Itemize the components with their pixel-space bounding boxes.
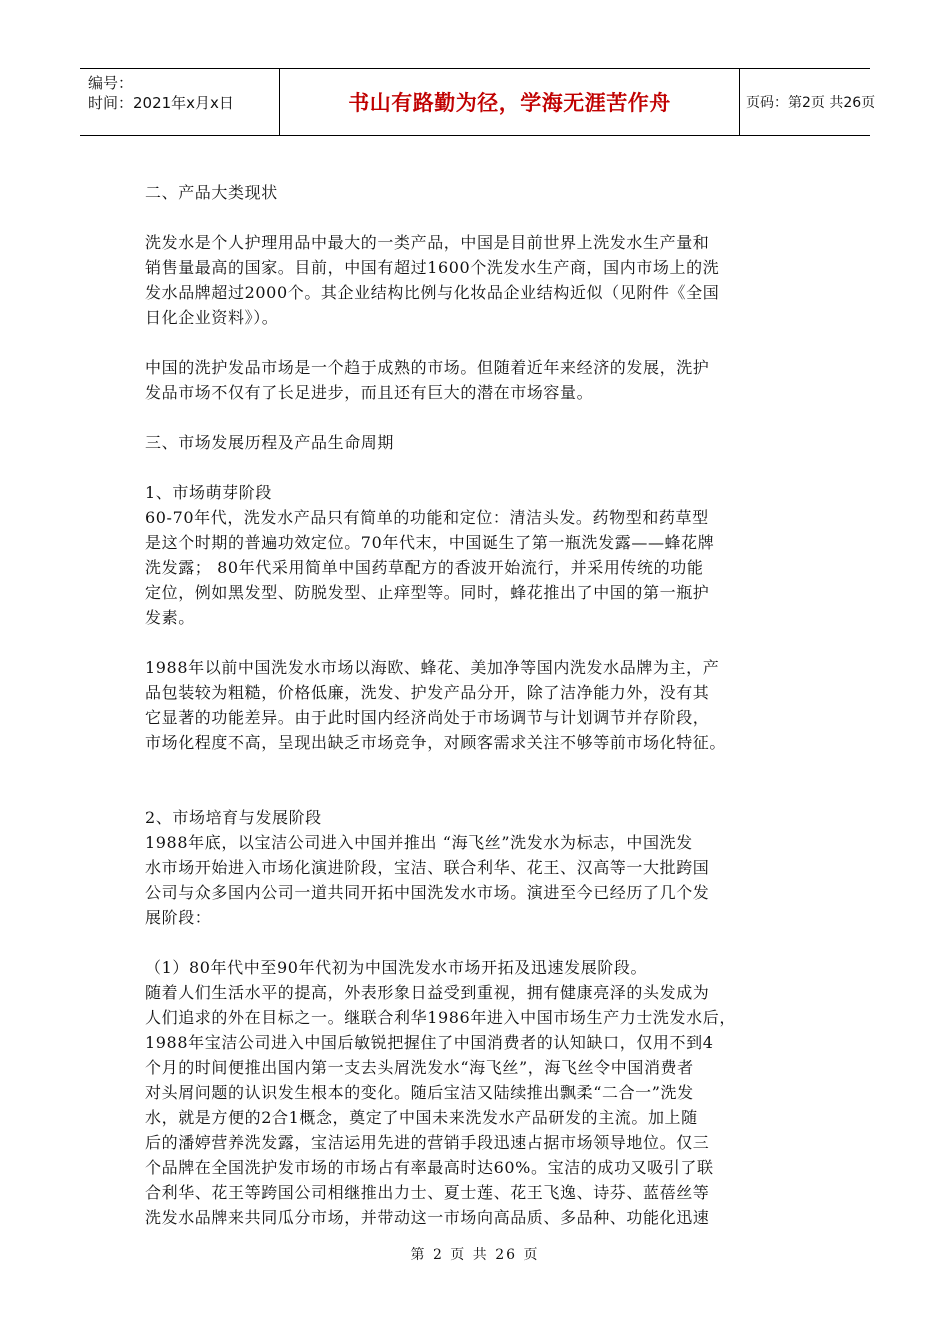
- text-line: 发水品牌超过2000个。其企业结构比例与化妆品企业结构近似（见附件《全国: [145, 283, 720, 302]
- text-line: 展阶段：: [145, 908, 212, 927]
- blank-line: [145, 930, 825, 955]
- text-line: 60-70年代，洗发水产品只有简单的功能和定位：清洁头发。药物型和药草型: [145, 508, 709, 527]
- blank-line: [145, 330, 825, 355]
- text-line: （1）80年代中至90年代初为中国洗发水市场开拓及迅速发展阶段。: [145, 958, 648, 977]
- text-line: 对头屑问题的认识发生根本的变化。随后宝洁又陆续推出飘柔“二合一”洗发: [145, 1083, 694, 1102]
- text-line: 洗发水品牌来共同瓜分市场，并带动这一市场向高品质、多品种、功能化迅速: [145, 1208, 710, 1227]
- text-line: 品包装较为粗糙，价格低廉，洗发、护发产品分开，除了洁净能力外，没有其: [145, 683, 710, 702]
- text-line: 1988年底，以宝洁公司进入中国并推出 “海飞丝”洗发水为标志，中国洗发: [145, 833, 693, 852]
- header-motto: 书山有路勤为径，学海无涯苦作舟: [348, 91, 671, 115]
- text-line: 随着人们生活水平的提高，外表形象日益受到重视，拥有健康亮泽的头发成为: [145, 983, 710, 1002]
- text-line: 中国的洗护发品市场是一个趋于成熟的市场。但随着近年来经济的发展，洗护: [145, 358, 710, 377]
- text-line: 销售量最高的国家。目前，中国有超过1600个洗发水生产商，国内市场上的洗: [145, 258, 720, 277]
- text-line: 三、市场发展历程及产品生命周期: [145, 433, 395, 452]
- text-line: 公司与众多国内公司一道共同开拓中国洗发水市场。演进至今已经历了几个发: [145, 883, 710, 902]
- text-line: 发素。: [145, 608, 195, 627]
- text-line: 1、市场萌芽阶段: [145, 483, 272, 502]
- text-line: 个月的时间便推出国内第一支去头屑洗发水“海飞丝”，海飞丝令中国消费者: [145, 1058, 694, 1077]
- header-meta: [80, 69, 280, 135]
- header-page-info: 页码：第2页 共26页: [746, 95, 876, 111]
- text-line: 它显著的功能差异。由于此时国内经济尚处于市场调节与计划调节并存阶段，: [145, 708, 710, 727]
- document-body: [145, 180, 825, 1230]
- page-header: [80, 68, 876, 136]
- blank-line: [145, 630, 825, 655]
- text-line: 水市场开始进入市场化演进阶段，宝洁、联合利华、花王、汉高等一大批跨国: [145, 858, 710, 877]
- text-line: 定位，例如黑发型、防脱发型、止痒型等。同时，蜂花推出了中国的第一瓶护: [145, 583, 710, 602]
- blank-line: [145, 405, 825, 430]
- page-footer: 第 2 页 共 26 页: [410, 1247, 540, 1263]
- text-line: 个品牌在全国洗护发市场的市场占有率最高时达60%。宝洁的成功又吸引了联: [145, 1158, 714, 1177]
- text-line: 二、产品大类现状: [145, 183, 278, 202]
- text-line: 市场化程度不高，呈现出缺乏市场竞争，对顾客需求关注不够等前市场化特征。: [145, 733, 727, 752]
- text-line: 水，就是方便的2合1概念，奠定了中国未来洗发水产品研发的主流。加上随: [145, 1108, 698, 1127]
- text-line: 2、市场培育与发展阶段: [145, 808, 322, 827]
- text-line: 发品市场不仅有了长足进步，而且还有巨大的潜在市场容量。: [145, 383, 594, 402]
- text-line: 人们追求的外在目标之一。继联合利华1986年进入中国市场生产力士洗发水后，: [145, 1008, 736, 1027]
- text-line: 日化企业资料》）。: [145, 308, 279, 327]
- text-line: 合利华、花王等跨国公司相继推出力士、夏士莲、花王飞逸、诗芬、蓝蓓丝等: [145, 1183, 710, 1202]
- blank-line: [145, 780, 825, 805]
- text-line: 1988年以前中国洗发水市场以海欧、蜂花、美加净等国内洗发水品牌为主，产: [145, 658, 720, 677]
- text-line: 洗发露； 80年代采用简单中国药草配方的香波开始流行，并采用传统的功能: [145, 558, 704, 577]
- text-line: 后的潘婷营养洗发露，宝洁运用先进的营销手段迅速占据市场领导地位。仅三: [145, 1133, 710, 1152]
- blank-line: [145, 455, 825, 480]
- blank-line: [145, 205, 825, 230]
- blank-line: [145, 755, 825, 780]
- header-motto-cell: [280, 69, 740, 135]
- text-line: 洗发水是个人护理用品中最大的一类产品，中国是目前世界上洗发水生产量和: [145, 233, 710, 252]
- text-line: 是这个时期的普遍功效定位。70年代末，中国诞生了第一瓶洗发露——蜂花牌: [145, 533, 715, 552]
- document-time-label: 时间：2021年x月x日: [88, 94, 234, 112]
- text-line: 1988年宝洁公司进入中国后敏锐把握住了中国消费者的认知缺口，仅用不到4: [145, 1033, 714, 1052]
- document-number-label: 编号：: [88, 74, 134, 92]
